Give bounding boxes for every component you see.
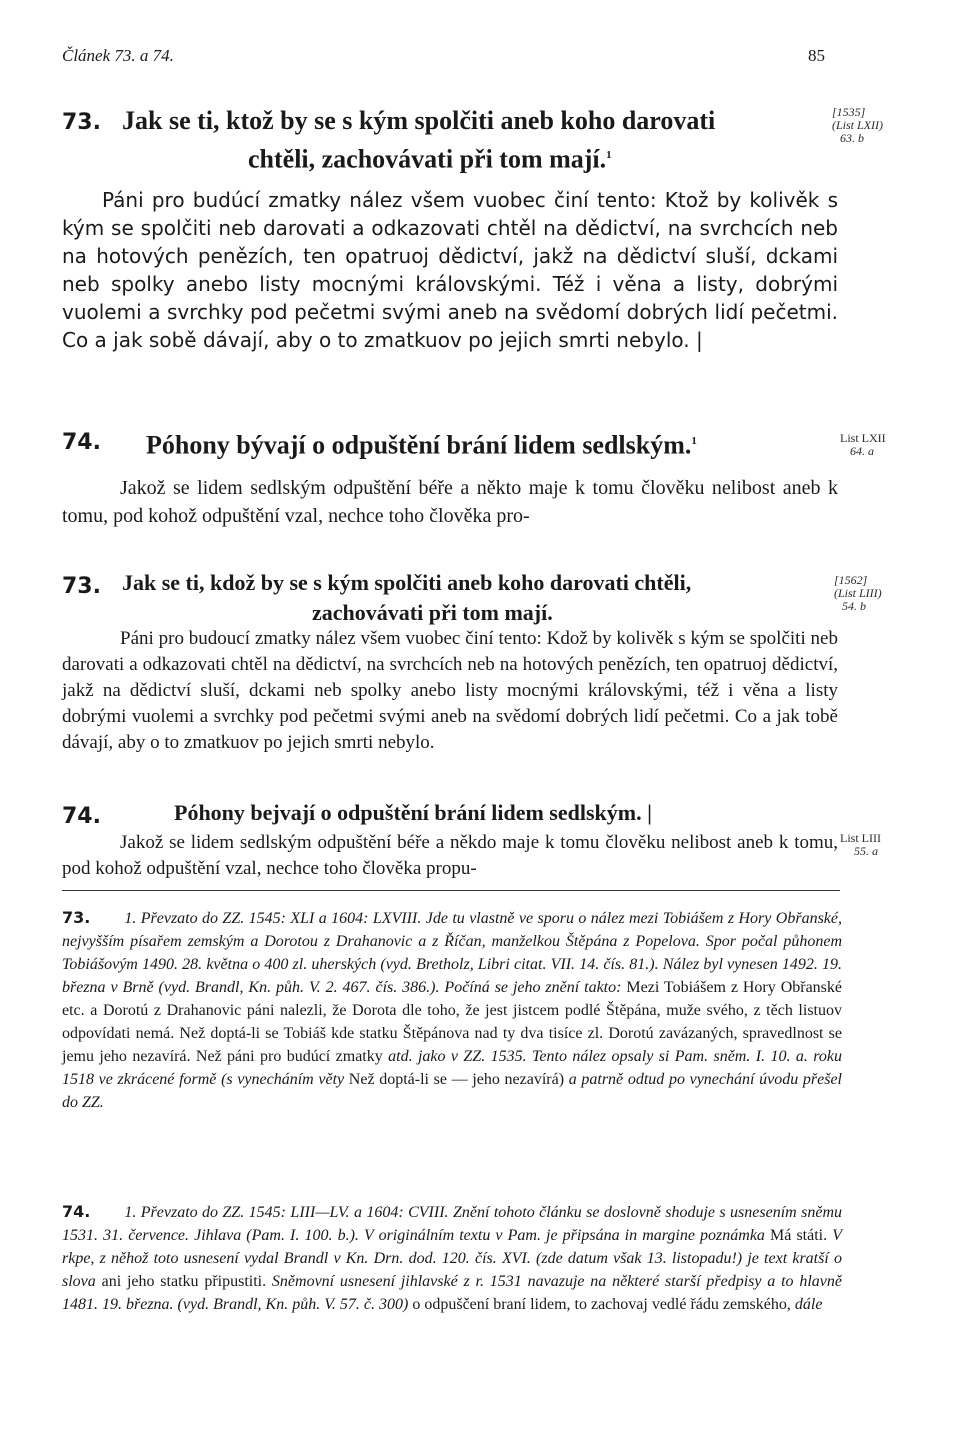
margin-note-line: 64. a: [850, 444, 874, 458]
margin-note: [834, 574, 882, 613]
footnote: [62, 1200, 842, 1316]
margin-note: [832, 106, 883, 145]
footnote-text-italic: V rkpe, z něhož toto usnesení vydal Brandl v Kn. Drn. dod. 120. čís. XVI. (zde datum však 13. listopadu!) je text kratší o slova: [62, 1227, 842, 1290]
footnote-text: Má státi.: [764, 1227, 828, 1244]
footnote-mark: 1: [691, 435, 697, 447]
margin-note-line: 54. b: [842, 599, 866, 613]
margin-note-line: [1562]: [834, 573, 868, 587]
margin-note-line: 63. b: [840, 131, 864, 145]
margin-note: [840, 832, 881, 858]
footnote-number: 74.: [62, 1202, 91, 1221]
article-title-continued: [248, 138, 808, 177]
page-number: 85: [808, 46, 825, 65]
article-number: 73.: [62, 110, 101, 135]
article-title: [122, 104, 822, 138]
margin-note: [840, 432, 886, 458]
article-number: 74.: [62, 804, 101, 829]
footnote-text: o odpuščení braní lidem, to zachovaj vedlé řádu zemského,: [408, 1296, 791, 1313]
margin-note-line: 55. a: [854, 844, 878, 858]
article-body: Jakož se lidem sedlským odpuštění béře a někto maje k tomu člověku nelibost aneb k tomu, pod kohož odpuštění vzal, nechce toho člověka pro-: [62, 477, 838, 527]
margin-note-line: List LXII: [840, 431, 886, 445]
footnote-text-italic: Sněmovní usnesení jihlavské z r. 1531 navazuje na některé starší předpisy a to hlavně 1481. 19. března. (vyd. Brandl, Kn. půh. V. 57. č. 300): [62, 1273, 842, 1313]
article-number: 74.: [62, 430, 101, 455]
footnote-text-italic: dále: [790, 1296, 823, 1313]
article-title-line: chtěli, zachovávati při tom mají.: [248, 144, 607, 174]
footnote-text-italic: 1. Převzato do ZZ. 1545: LIII—LV. a 1604: CVIII. Znění tohoto článku se doslovně shoduje s usnesením sněmu 1531. 31. července. Jihlava (Pam. I. 100. b.). V originálním textu v Pam. je připsána in margine poznámka: [62, 1204, 842, 1244]
footnote-text: ani jeho statku připustiti.: [95, 1273, 267, 1290]
footnote-text-italic: atd. jako v ZZ. 1535. Tento nález opsaly si Pam. sněm. I. 10. a. roku 1518 ve zkrácené formě (s vynecháním věty: [62, 1048, 843, 1088]
article-title-line: Jak se ti, ktož by se s kým spolčiti aneb koho darovati: [122, 106, 716, 135]
article-body: Páni pro budúcí zmatky nález všem vuobec činí tento: Ktož by kolivěk s kým se spolčiti neb darovati a odkazovati chtěl na dědictví, na svrchcích neb na hotových penězích, ten opatruoj dědictví, jakž na dědictví sluší, dckami neb spolky anebo listy mocnými královskými. Též i věna a listy, dobrými vuolemi a svrchky pod pečetmi svými aneb na svědomí dobrých lidí pečetmi. Co a jak sobě dávají, aby o to zmatkuov po jejich smrti nebylo. |: [62, 188, 838, 352]
footnote-divider: [62, 890, 840, 891]
article-title-line: Póhony bývají o odpuštění brání lidem sedlským.: [146, 430, 692, 460]
article-title-line: Jak se ti, kdož by se s kým spolčiti aneb koho darovati chtěli,: [122, 570, 692, 595]
article-title: [174, 798, 774, 828]
margin-note-line: [1535]: [832, 105, 866, 119]
article-title-line: Póhony bejvají o odpuštění brání lidem sedlským. |: [174, 800, 652, 825]
article-title-continued: [312, 598, 812, 628]
running-header: Článek 73. a 74.: [62, 46, 174, 65]
margin-note-line: (List LXII): [832, 118, 883, 132]
article-title-line: zachovávati při tom mají.: [312, 600, 553, 625]
footnote-text: Než doptá-li se — jeho nezavírá): [344, 1071, 565, 1088]
footnote-text-italic: a patrně odtud po vynechání úvodu přešel do ZZ.: [62, 1071, 843, 1111]
article-body: Páni pro budoucí zmatky nález všem vuobec činí tento: Kdož by kolivěk s kým se spolčiti neb darovati a odkazovati chtěl na dědictví, na svrchcích neb na hotových penězích, ten opatruoj dědictví, jakž na dědictví sluší, dckami neb spolky anebo listy mocnými královskými, též i věna a listy dobrými vuolemi a svrchky pod pečetmi svými aneb na svědomí dobrých lidí pečetmi. Co a jak tobě dávají, aby o to zmatkuov po jejich smrti nebylo.: [62, 628, 838, 753]
article-number: 73.: [62, 574, 101, 599]
margin-note-line: List LIII: [840, 831, 881, 845]
margin-note-line: (List LIII): [834, 586, 882, 600]
footnote-mark: 1: [606, 149, 612, 161]
article-title: [122, 568, 822, 598]
footnote-text: Mezi Tobiášem z Hory Obřanské etc. a Dorotú z Drahanovic páni nalezli, že Dorota dle toho, že jest jistcem podlé Štěpána, muže svého, z těch listuov odpovídati nemá. Než doptá-li se Tobiáš kde statku Štěpánova nad ty dva tisíce zl. Dorotú zavázaných, spravedlnost se jemu jeho nezavírá. Než páni pro budúcí zmatky: [62, 979, 843, 1065]
article-title: [146, 424, 786, 463]
footnote: [62, 906, 842, 1114]
article-body: Jakož se lidem sedlským odpuštění béře a někdo maje k tomu člověku nelibost aneb k tomu, pod kohož odpuštění vzal, nechce toho člověka propu-: [62, 832, 838, 879]
footnote-text-italic: 1. Převzato do ZZ. 1545: XLI a 1604: LXVIII. Jde tu vlastně ve sporu o nález mezi Tobiášem z Hory Obřanské, nejvyšším písařem zemským a Dorotou z Drahanovic a z Říčan, manželkou Štěpána z Popelova. Spor počal půhonem Tobiášovým 1490. 28. května o 400 zl. uherských (vyd. Bretholz, Libri citat. VII. 14. čís. 81.). Nález byl vynesen 1492. 19. března v Brně (vyd. Brandl, Kn. půh. V. 2. 467. čís. 386.). Počíná se jeho znění takto:: [62, 910, 842, 996]
footnote-number: 73.: [62, 908, 91, 927]
